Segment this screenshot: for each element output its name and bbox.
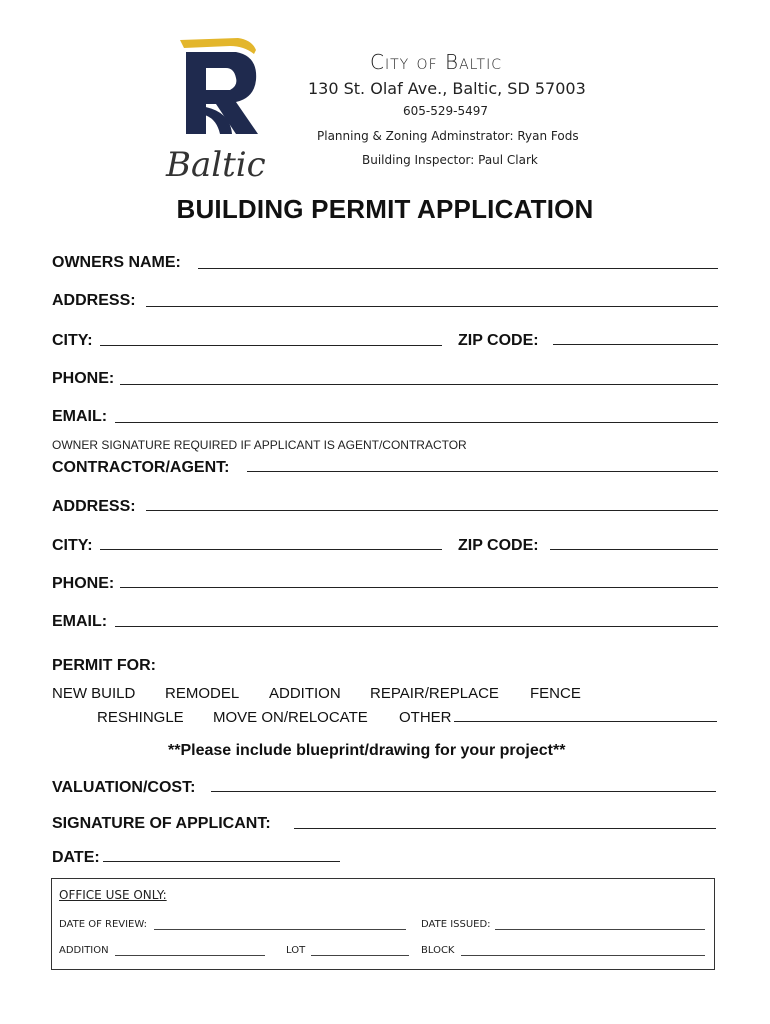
baltic-logo-icon [160,36,280,196]
agent-signature-note: OWNER SIGNATURE REQUIRED IF APPLICANT IS AGENT/CONTRACTOR [52,438,467,452]
office-use-title: OFFICE USE ONLY: [59,888,167,902]
contractor-address-label: ADDRESS: [52,498,136,515]
other-field[interactable] [454,721,717,722]
owner-phone-label: PHONE: [52,370,115,387]
blueprint-note: **Please include blueprint/drawing for your project** [168,742,566,759]
city-phone: 605-529-5497 [403,104,489,118]
valuation-label: VALUATION/COST: [52,779,196,796]
contractor-city-field[interactable] [100,549,442,550]
date-label: DATE: [52,849,100,866]
option-remodel[interactable]: REMODEL [165,685,240,702]
owner-zip-label: ZIP CODE: [458,332,539,349]
owner-email-label: EMAIL: [52,408,108,425]
building-inspector: Building Inspector: Paul Clark [362,153,538,167]
city-logo [160,36,280,196]
block-field[interactable] [461,955,705,956]
owner-email-field[interactable] [115,422,718,423]
contractor-phone-label: PHONE: [52,575,115,592]
planning-administrator: Planning & Zoning Adminstrator: Ryan Fods [317,129,579,143]
owner-city-label: CITY: [52,332,93,349]
contractor-agent-field[interactable] [247,471,718,472]
addition-label: ADDITION [59,945,109,956]
owner-address-field[interactable] [146,306,718,307]
contractor-address-field[interactable] [146,510,718,511]
city-address: 130 St. Olaf Ave., Baltic, SD 57003 [308,79,586,98]
date-issued-field[interactable] [495,929,705,930]
date-issued-label: DATE ISSUED: [421,919,491,930]
contractor-email-field[interactable] [115,626,718,627]
option-other[interactable]: OTHER [399,709,452,726]
lot-label: LOT [286,945,306,956]
signature-label: SIGNATURE OF APPLICANT: [52,815,271,832]
owners-name-field[interactable] [198,268,718,269]
contractor-zip-label: ZIP CODE: [458,537,539,554]
valuation-field[interactable] [211,791,716,792]
option-move-on-relocate[interactable]: MOVE ON/RELOCATE [213,709,368,726]
contractor-email-label: EMAIL: [52,613,108,630]
form-title: BUILDING PERMIT APPLICATION [176,194,594,224]
date-field[interactable] [103,861,340,862]
option-reshingle[interactable]: RESHINGLE [97,709,184,726]
option-fence[interactable]: FENCE [530,685,581,702]
lot-field[interactable] [311,955,409,956]
contractor-agent-label: CONTRACTOR/AGENT: [52,459,230,476]
permit-for-label: PERMIT FOR: [52,657,156,674]
owner-phone-field[interactable] [120,384,718,385]
date-of-review-label: DATE OF REVIEW: [59,919,148,930]
contractor-phone-field[interactable] [120,587,718,588]
owners-name-label: OWNERS NAME: [52,254,181,271]
owner-city-field[interactable] [100,345,442,346]
signature-field[interactable] [294,828,716,829]
option-addition[interactable]: ADDITION [269,685,341,702]
addition-field[interactable] [115,955,265,956]
contractor-zip-field[interactable] [550,549,718,550]
block-label: BLOCK [421,945,455,956]
contractor-city-label: CITY: [52,537,93,554]
city-name: City of Baltic [370,50,502,74]
date-of-review-field[interactable] [154,929,406,930]
option-new-build[interactable]: NEW BUILD [52,685,136,702]
owner-zip-field[interactable] [553,344,718,345]
option-repair-replace[interactable]: REPAIR/REPLACE [370,685,499,702]
owner-address-label: ADDRESS: [52,292,136,309]
logo-script-text: Baltic [166,145,266,185]
